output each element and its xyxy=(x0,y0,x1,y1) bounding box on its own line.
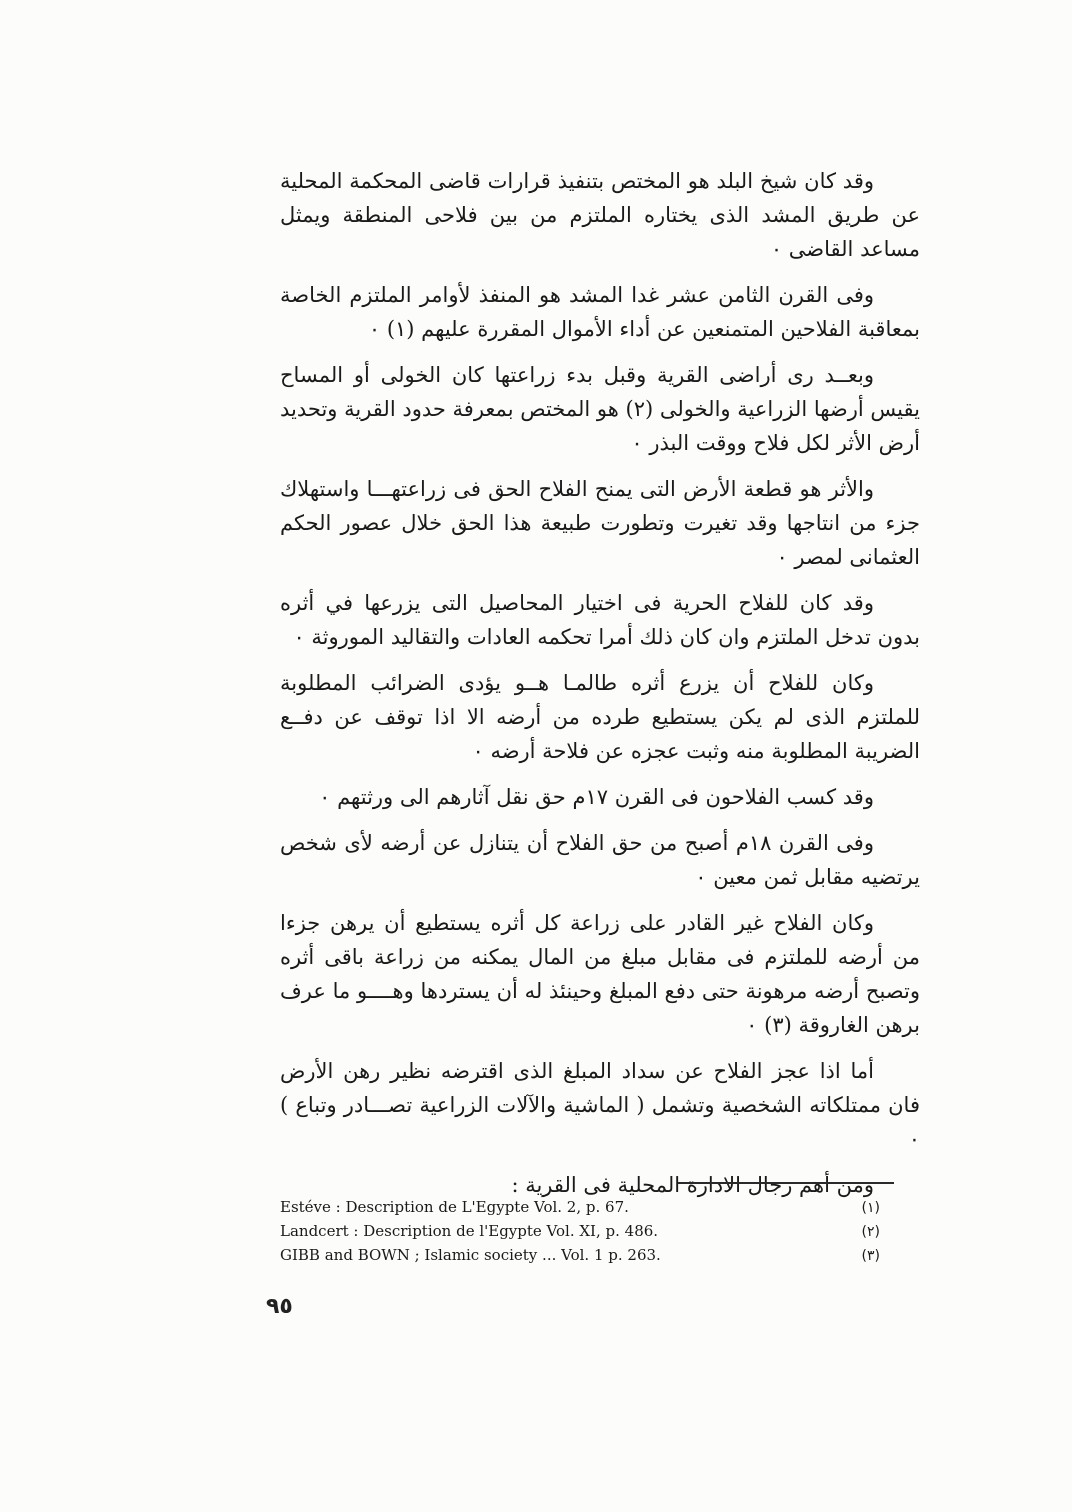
footnote-2 xyxy=(280,1220,880,1244)
body-text xyxy=(280,164,920,1202)
paragraph: وبعــد رى أراضى القرية وقبل بدء زراعتها كان الخولى أو المساح يقيس أرضها الزراعية والخولى (٢) هو المختص بمعرفة حدود القرية وتحديد أرض الأثر لكل فلاح ووقت البذر ٠ xyxy=(280,363,920,455)
footnote-number: (٢) xyxy=(861,1224,880,1240)
paragraph: وقد كسب الفلاحون فى القرن ١٧م حق نقل آثارهم الى ورثتهم ٠ xyxy=(319,785,874,809)
paragraph: وكان الفلاح غير القادر على زراعة كل أثره يستطيع أن يرهن جزءا من أرضه للملتزم فى مقابل مبلغ من المال يمكنه من زراعة باقى أثره وتصبح أرضه مرهونة حتى دفع المبلغ وحينئذ له أن يستردها وهــــو ما عرف برهن الغاروقة (٣) ٠ xyxy=(280,911,920,1037)
footnote-3 xyxy=(280,1244,880,1268)
page-number: ٩٥ xyxy=(266,1294,293,1319)
paragraph: وفى القرن الثامن عشر غدا المشد هو المنفذ لأوامر الملتزم الخاصة بمعاقبة الفلاحين المتمنعين عن أداء الأموال المقررة عليهم (١) ٠ xyxy=(280,283,920,341)
footnote-separator xyxy=(678,1182,894,1184)
footnote-1 xyxy=(280,1196,880,1220)
paragraph: وفى القرن ١٨م أصبح من حق الفلاح أن يتنازل عن أرضه لأى شخص يرتضيه مقابل ثمن معين ٠ xyxy=(280,831,920,889)
paragraph: وقد كان شيخ البلد هو المختص بتنفيذ قرارات قاضى المحكمة المحلية عن طريق المشد الذى يختاره الملتزم من بين فلاحى المنطقة ويمثل مساعد القاضى ٠ xyxy=(280,169,920,261)
section-lead-in: ومن أهم رجال الادارة المحلية فى القرية : xyxy=(511,1173,874,1197)
footnote-text: Landcert : Description de l'Egypte Vol. XI, p. 486. xyxy=(280,1222,659,1240)
footnotes xyxy=(280,1196,880,1268)
paragraph: والأثر هو قطعة الأرض التى يمنح الفلاح الحق فى زراعتهـــا واستهلاك جزء من انتاجها وقد تغيرت وتطورت طبيعة هذا الحق خلال عصور الحكم العثمانى لمصر ٠ xyxy=(280,477,920,569)
footnote-text: Estéve : Description de L'Egypte Vol. 2, p. 67. xyxy=(280,1198,629,1216)
footnote-number: (١) xyxy=(861,1200,880,1216)
footnote-number: (٣) xyxy=(861,1248,880,1264)
paragraph: وقد كان للفلاح الحرية فى اختيار المحاصيل التى يزرعها في أثره بدون تدخل الملتزم وان كان ذلك أمرا تحكمه العادات والتقاليد الموروثة ٠ xyxy=(280,591,920,649)
paragraph: أما اذا عجز الفلاح عن سداد المبلغ الذى اقترضه نظير رهن الأرض فان ممتلكاته الشخصية وتشمل ( الماشية والآلات الزراعية تصـــادر وتباع ) ٠ xyxy=(280,1059,920,1151)
footnote-text: GIBB and BOWN ; Islamic society ... Vol. 1 p. 263. xyxy=(280,1246,661,1264)
paragraph: وكان للفلاح أن يزرع أثره طالمـا هــو يؤدى الضرائب المطلوبة للملتزم الذى لم يكن يستطيع طرده من أرضه الا اذا توقف عن دفــع الضريبة المطلوبة منه وثبت عجزه عن فلاحة أرضه ٠ xyxy=(280,671,920,763)
